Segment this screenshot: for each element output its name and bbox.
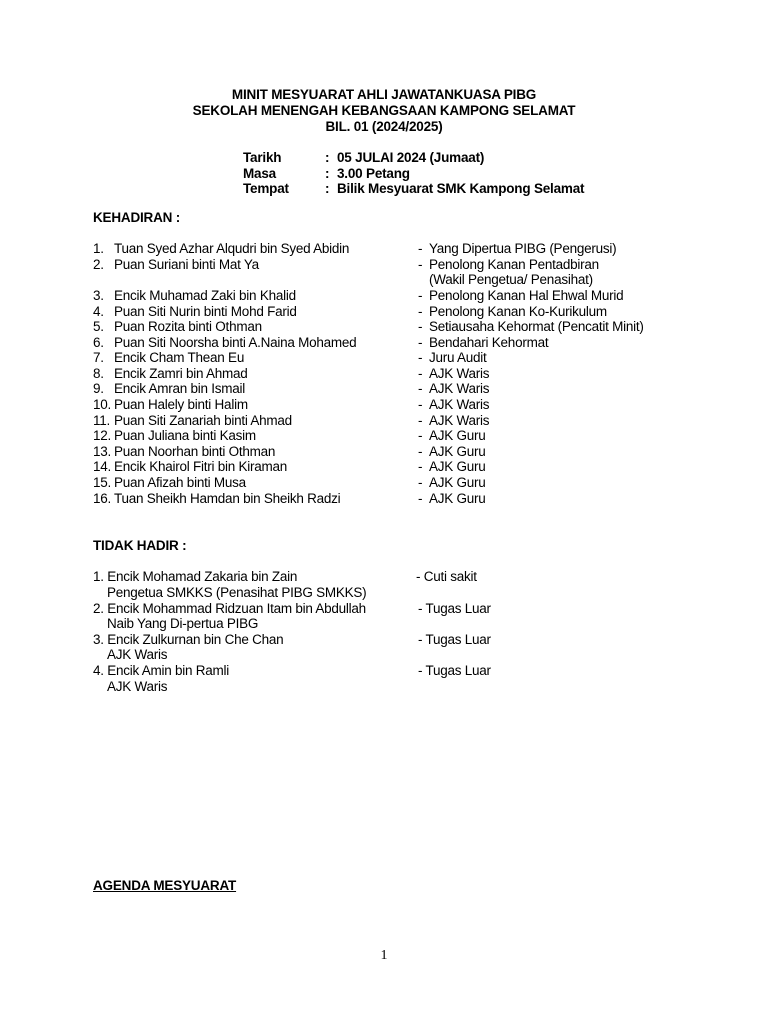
- member-role: Bendahari Kehormat: [429, 335, 549, 350]
- member-role: AJK Guru: [429, 491, 486, 506]
- attendance-row: [0, 241, 768, 257]
- dash: -: [418, 366, 423, 381]
- date-colon: :: [325, 150, 330, 165]
- member-role: AJK Waris: [429, 381, 490, 396]
- dash: -: [418, 241, 423, 256]
- member-name: Puan Siti Zanariah binti Ahmad: [114, 413, 292, 428]
- member-role: Juru Audit: [429, 350, 487, 365]
- attendance-row: [0, 428, 768, 444]
- row-number: 1.: [93, 241, 104, 256]
- member-role: AJK Guru: [429, 459, 486, 474]
- attendance-row: [0, 366, 768, 382]
- member-role: Setiausaha Kehormat (Pencatit Minit): [429, 319, 644, 334]
- absent-row-continued: [0, 679, 768, 695]
- attendance-row: [0, 397, 768, 413]
- time-colon: :: [325, 166, 330, 181]
- place-label: Tempat: [243, 181, 289, 196]
- dash: -: [418, 459, 423, 474]
- attendance-row: [0, 444, 768, 460]
- absent-member-position: AJK Waris: [107, 647, 168, 662]
- dash: -: [418, 288, 423, 303]
- member-role-detail: (Wakil Pengetua/ Penasihat): [429, 272, 593, 287]
- row-number: 4.: [93, 304, 104, 319]
- absent-reason: - Tugas Luar: [418, 601, 491, 616]
- member-name: Puan Afizah binti Musa: [114, 475, 246, 490]
- absent-reason: - Cuti sakit: [416, 569, 477, 584]
- member-role: AJK Waris: [429, 413, 490, 428]
- attendance-row: [0, 304, 768, 320]
- dash: -: [418, 350, 423, 365]
- attendance-row: [0, 288, 768, 304]
- attendance-row: [0, 381, 768, 397]
- absent-member-name: 1. Encik Mohamad Zakaria bin Zain: [93, 569, 298, 584]
- attendance-row: [0, 413, 768, 429]
- row-number: 15.: [93, 475, 112, 490]
- absent-member-position: Pengetua SMKKS (Penasihat PIBG SMKKS): [107, 585, 367, 600]
- member-role: Penolong Kanan Hal Ehwal Murid: [429, 288, 624, 303]
- member-name: Puan Suriani binti Mat Ya: [114, 257, 259, 272]
- absent-row: [0, 601, 768, 617]
- row-number: 12.: [93, 428, 112, 443]
- attendance-row: [0, 319, 768, 335]
- attendance-row: [0, 335, 768, 351]
- agenda-heading: AGENDA MESYUARAT: [93, 878, 237, 893]
- member-name: Tuan Syed Azhar Alqudri bin Syed Abidin: [114, 241, 350, 256]
- absent-member-name: 2. Encik Mohammad Ridzuan Itam bin Abdullah: [93, 601, 366, 616]
- member-name: Puan Halely binti Halim: [114, 397, 248, 412]
- time-label: Masa: [243, 166, 276, 181]
- minutes-title: MINIT MESYUARAT AHLI JAWATANKUASA PIBG: [231, 87, 537, 102]
- member-role: AJK Waris: [429, 366, 490, 381]
- member-role: AJK Guru: [429, 475, 486, 490]
- dash: -: [418, 428, 423, 443]
- member-name: Encik Amran bin Ismail: [114, 381, 246, 396]
- dash: -: [418, 257, 423, 272]
- row-number: 10.: [93, 397, 112, 412]
- member-role: Penolong Kanan Pentadbiran: [429, 257, 599, 272]
- member-name: Encik Khairol Fitri bin Kiraman: [114, 459, 288, 474]
- absent-member-name: 3. Encik Zulkurnan bin Che Chan: [93, 632, 284, 647]
- absent-row: [0, 663, 768, 679]
- school-name: SEKOLAH MENENGAH KEBANGSAAN KAMPONG SELAMAT: [192, 103, 576, 118]
- dash: -: [418, 335, 423, 350]
- member-name: Encik Muhamad Zaki bin Khalid: [114, 288, 296, 303]
- absent-heading: TIDAK HADIR :: [93, 538, 187, 553]
- attendance-row: [0, 491, 768, 507]
- member-name: Puan Juliana binti Kasim: [114, 428, 256, 443]
- member-role: Yang Dipertua PIBG (Pengerusi): [429, 241, 617, 256]
- member-role: AJK Guru: [429, 428, 486, 443]
- date-value: 05 JULAI 2024 (Jumaat): [337, 150, 485, 165]
- member-name: Puan Noorhan binti Othman: [114, 444, 276, 459]
- dash: -: [418, 381, 423, 396]
- absent-member-position: Naib Yang Di-pertua PIBG: [107, 616, 259, 631]
- absent-member-name: 4. Encik Amin bin Ramli: [93, 663, 230, 678]
- row-number: 16.: [93, 491, 112, 506]
- member-role: AJK Waris: [429, 397, 490, 412]
- row-number: 3.: [93, 288, 104, 303]
- absent-reason: - Tugas Luar: [418, 663, 491, 678]
- dash: -: [418, 397, 423, 412]
- row-number: 5.: [93, 319, 104, 334]
- member-role: Penolong Kanan Ko-Kurikulum: [429, 304, 607, 319]
- absent-row-continued: [0, 616, 768, 632]
- attendance-row: [0, 257, 768, 273]
- row-number: 2.: [93, 257, 104, 272]
- dash: -: [418, 413, 423, 428]
- attendance-row: [0, 475, 768, 491]
- dash: -: [418, 304, 423, 319]
- place-value: Bilik Mesyuarat SMK Kampong Selamat: [337, 181, 585, 196]
- member-name: Puan Siti Nurin binti Mohd Farid: [114, 304, 297, 319]
- page-number: 1: [380, 948, 388, 963]
- absent-member-position: AJK Waris: [107, 679, 168, 694]
- member-name: Puan Rozita binti Othman: [114, 319, 262, 334]
- member-role: AJK Guru: [429, 444, 486, 459]
- dash: -: [418, 491, 423, 506]
- member-name: Tuan Sheikh Hamdan bin Sheikh Radzi: [114, 491, 341, 506]
- dash: -: [418, 475, 423, 490]
- absent-reason: - Tugas Luar: [418, 632, 491, 647]
- row-number: 9.: [93, 381, 104, 396]
- place-colon: :: [325, 181, 330, 196]
- absent-row-continued: [0, 585, 768, 601]
- attendance-heading: KEHADIRAN :: [93, 210, 181, 225]
- dash: -: [418, 444, 423, 459]
- absent-row: [0, 569, 768, 585]
- row-number: 8.: [93, 366, 104, 381]
- attendance-row: [0, 350, 768, 366]
- row-number: 13.: [93, 444, 112, 459]
- member-name: Puan Siti Noorsha binti A.Naina Mohamed: [114, 335, 357, 350]
- time-value: 3.00 Petang: [337, 166, 410, 181]
- attendance-row-continued: [0, 272, 768, 288]
- row-number: 11.: [93, 413, 111, 428]
- absent-row-continued: [0, 647, 768, 663]
- date-label: Tarikh: [243, 150, 282, 165]
- member-name: Encik Cham Thean Eu: [114, 350, 245, 365]
- row-number: 6.: [93, 335, 104, 350]
- row-number: 7.: [93, 350, 104, 365]
- meeting-number: BIL. 01 (2024/2025): [325, 119, 443, 134]
- attendance-row: [0, 459, 768, 475]
- row-number: 14.: [93, 459, 112, 474]
- dash: -: [418, 319, 423, 334]
- absent-row: [0, 632, 768, 648]
- member-name: Encik Zamri bin Ahmad: [114, 366, 248, 381]
